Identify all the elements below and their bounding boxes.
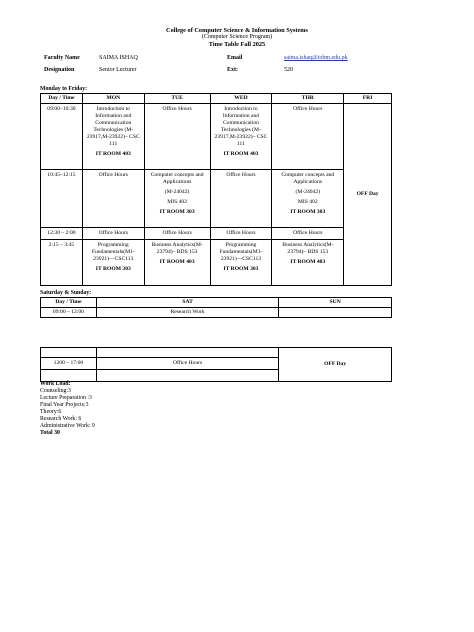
course-text: Introduction to Information and Communication Technologies (M-23917,M-23922)– CSC 111 bbox=[214, 105, 268, 147]
extra-hours-table bbox=[40, 347, 392, 382]
fri-off-day-cell: OFF Day bbox=[344, 104, 392, 286]
ext-label: Ext: bbox=[227, 67, 238, 73]
course-code-text: (M-24042) bbox=[164, 188, 190, 195]
col-header-time: Day / Time bbox=[41, 298, 97, 308]
time-cell: 1200 – 17:00 bbox=[41, 358, 97, 370]
workload-total: Total 30 bbox=[40, 430, 60, 436]
workload-section bbox=[40, 381, 95, 437]
time-cell: 09:00 – 12:00 bbox=[41, 308, 97, 318]
workload-item: Theory:6 bbox=[40, 409, 62, 415]
schedule-cell bbox=[272, 170, 344, 228]
workload-item: Final Year Projects:3 bbox=[40, 402, 89, 408]
table-row bbox=[41, 104, 392, 170]
workload-item: Research Work: 6 bbox=[40, 416, 82, 422]
college-title: College of Computer Science & Information Systems bbox=[166, 27, 308, 34]
room-text: IT ROOM 403 bbox=[290, 258, 326, 265]
email-label: Email bbox=[227, 55, 243, 61]
course-text: Programming Fundamentals(M1-23921)—CSC113 bbox=[219, 241, 263, 262]
weekend-header-row bbox=[41, 298, 392, 308]
schedule-cell bbox=[210, 240, 272, 286]
course-text: Computer concepts and Applications bbox=[150, 171, 204, 185]
schedule-cell: Office Hours bbox=[96, 358, 278, 370]
schedule-cell bbox=[144, 170, 210, 228]
schedule-cell: Office Hours bbox=[144, 228, 210, 240]
room-text: IT ROOM 303 bbox=[290, 208, 326, 215]
room-text: IT ROOM 303 bbox=[95, 265, 131, 272]
blank-cell bbox=[96, 348, 278, 358]
blank-cell bbox=[96, 370, 278, 382]
schedule-cell bbox=[82, 240, 144, 286]
course-number-text: MIS 402 bbox=[297, 198, 318, 205]
room-text: IT ROOM 303 bbox=[223, 265, 259, 272]
table-row bbox=[41, 240, 392, 286]
col-header-sun: SUN bbox=[279, 298, 392, 308]
col-header-sat: SAT bbox=[96, 298, 278, 308]
room-text: IT ROOM 303 bbox=[159, 208, 195, 215]
blank-cell bbox=[41, 370, 97, 382]
col-header-time: Day / Time bbox=[41, 94, 83, 104]
col-header-thr: THR bbox=[272, 94, 344, 104]
schedule-cell bbox=[272, 240, 344, 286]
table-row bbox=[41, 170, 392, 228]
table-row bbox=[41, 308, 392, 318]
course-text: Office Hours bbox=[162, 105, 192, 112]
col-header-wed: WED bbox=[210, 94, 272, 104]
schedule-cell bbox=[144, 104, 210, 170]
course-text: Office Hours bbox=[293, 105, 323, 112]
col-header-mon: MON bbox=[82, 94, 144, 104]
weekday-table bbox=[40, 93, 392, 286]
course-text: Computer concepts and Applications bbox=[281, 171, 335, 185]
schedule-cell bbox=[210, 104, 272, 170]
course-text: Programming Fundamentals(M1-23921)—CSC113 bbox=[91, 241, 135, 262]
schedule-cell bbox=[279, 308, 392, 318]
room-text: IT ROOM 403 bbox=[95, 150, 131, 157]
schedule-cell: Office Hours bbox=[210, 228, 272, 240]
time-cell: 2:15 – 3:45 bbox=[41, 240, 83, 286]
room-text: IT ROOM 403 bbox=[159, 258, 195, 265]
course-number-text: MIS 402 bbox=[167, 198, 187, 205]
weekday-section-title: Monday to Friday: bbox=[40, 86, 88, 92]
schedule-cell bbox=[82, 170, 144, 228]
room-text: IT ROOM 403 bbox=[223, 150, 259, 157]
course-text: Introduction to Information and Communication Technologies (M-23917,M-23922)– CSC 111 bbox=[86, 105, 140, 147]
schedule-cell bbox=[82, 104, 144, 170]
schedule-cell bbox=[210, 170, 272, 228]
schedule-cell: Research Work bbox=[96, 308, 278, 318]
time-cell: 09:00–10:30 bbox=[41, 104, 83, 170]
designation-value: Senior Lecturer bbox=[99, 67, 137, 73]
workload-item: Administrative Work: 9 bbox=[40, 423, 95, 429]
workload-title: Work Load: bbox=[40, 381, 71, 387]
course-text: Office Hours bbox=[226, 171, 256, 178]
off-day-cell: OFF Day bbox=[279, 348, 392, 382]
workload-item: Lecture Preparation :3 bbox=[40, 395, 92, 401]
time-cell: 12:30 – 2:00 bbox=[41, 228, 83, 240]
course-code-text: (M-24042) bbox=[295, 188, 321, 195]
time-cell: 10:45–12:15 bbox=[41, 170, 83, 228]
workload-item: Counseling:3 bbox=[40, 388, 71, 394]
col-header-tue: TUE bbox=[144, 94, 210, 104]
col-header-fri: FRI bbox=[344, 94, 392, 104]
email-link[interactable]: saima.ishaq@iobm.edu.pk bbox=[284, 55, 348, 61]
blank-cell bbox=[41, 348, 97, 358]
designation-label: Designation bbox=[44, 67, 75, 73]
schedule-cell: Office Hours bbox=[272, 228, 344, 240]
faculty-value: SAIMA ISHAQ bbox=[99, 55, 138, 61]
ext-value: 520 bbox=[284, 67, 293, 73]
schedule-cell bbox=[272, 104, 344, 170]
table-row bbox=[41, 228, 392, 240]
faculty-label: Faculty Name bbox=[44, 55, 80, 61]
schedule-cell bbox=[144, 240, 210, 286]
program-subtitle: (Computer Science Program) bbox=[201, 34, 273, 40]
course-text: Business Analytics(M-23794)– BDS 153 bbox=[151, 241, 203, 255]
schedule-cell: Office Hours bbox=[82, 228, 144, 240]
weekend-table bbox=[40, 297, 392, 318]
table-row bbox=[41, 348, 392, 358]
timetable-title: Time Table Fall 2025 bbox=[208, 41, 266, 48]
weekday-header-row bbox=[41, 94, 392, 104]
course-text: Office Hours bbox=[98, 171, 128, 178]
weekend-section-title: Saturday & Sunday: bbox=[40, 290, 92, 296]
course-text: Business Analytics(M-23794)– BDS 153 bbox=[282, 241, 334, 255]
